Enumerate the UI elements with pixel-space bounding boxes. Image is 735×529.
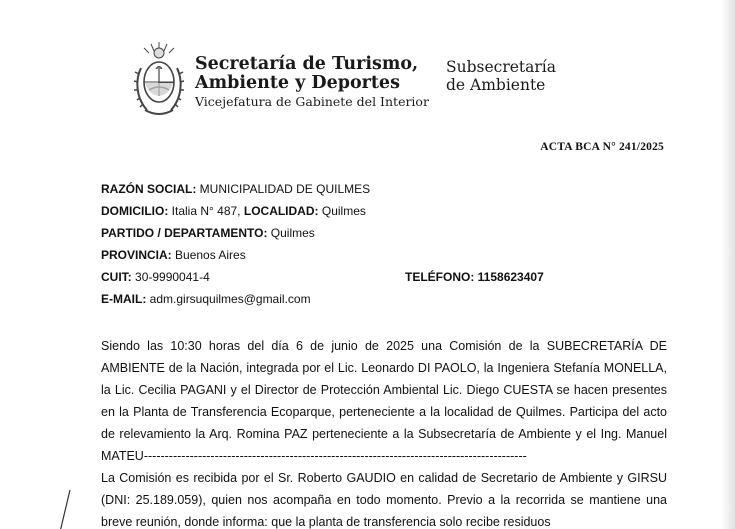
org-line-2: Ambiente y Deportes (195, 73, 400, 93)
field-value: Quilmes (270, 226, 315, 240)
field-value: MUNICIPALIDAD DE QUILMES (199, 182, 371, 196)
field-value: Italia N° 487, (171, 204, 241, 218)
org-line-3: Vicejefatura de Gabinete del Interior (195, 94, 429, 109)
org-line-1: Secretaría de Turismo, (195, 54, 419, 74)
field-label: DOMICILIO: (101, 204, 169, 218)
subsec-line-2: de Ambiente (446, 76, 546, 94)
field-value: 30-9990041-4 (135, 270, 210, 284)
body-paragraph-1 (101, 335, 667, 467)
field-label: TELÉFONO: (405, 270, 475, 284)
field-razon-social (101, 181, 370, 203)
field-telefono (405, 269, 544, 285)
page-edge-shadow (721, 0, 735, 529)
paragraph-1-text: Siendo las 10:30 horas del día 6 de junio de 2025 una Comisión de la SUBECRETARÍA DE AMBIENTE de la Nación, integrada por el Lic. Leonardo DI PAOLO, la Ingeniera Stefanía MONELLA, la Lic. Cecilia PAGANI y el Director de Protección Ambiental Lic. Diego CUESTA se hacen presentes en la Planta de Transferencia Ecoparque, perteneciente a la localidad de Quilmes. Participa del acto de relevamiento la Arq. Romina PAZ perteneciente a la Subsecretaría de Ambiente y el Ing. Manuel MATEU (101, 339, 667, 463)
body-paragraph-2: La Comisión es recibida por el Sr. Roberto GAUDIO en calidad de Secretario de Ambiente y GIRSU (DNI: 25.189.059), quien nos acompaña en todo momento. Previo a la recorrida se mantiene una breve reunión, donde informa: que la planta de transferencia solo recibe residuos (101, 471, 667, 529)
field-value: Quilmes (321, 204, 366, 218)
acta-body (101, 335, 667, 529)
company-fields (101, 181, 544, 313)
field-label: PROVINCIA: (101, 248, 172, 262)
field-label: LOCALIDAD: (243, 204, 319, 218)
subsec-line-1: Subsecretaría (446, 58, 556, 76)
field-label: RAZÓN SOCIAL: (101, 182, 197, 196)
field-partido (101, 225, 370, 247)
organization-name (195, 55, 429, 110)
field-provincia (101, 247, 370, 269)
field-value: 1158623407 (477, 270, 544, 284)
dash-filler: -------------------------------------------------------------------------------------------- (143, 449, 527, 463)
field-label: CUIT: (101, 270, 132, 284)
pen-mark (56, 488, 76, 529)
field-domicilio (101, 203, 370, 225)
field-label: PARTIDO / DEPARTAMENTO: (101, 226, 268, 240)
field-email (101, 291, 370, 313)
acta-number: ACTA BCA N° 241/2025 (540, 141, 664, 153)
field-cuit (101, 269, 544, 291)
field-value: Buenos Aires (175, 248, 246, 262)
subsecretaria-title (446, 58, 556, 94)
argentina-coat-of-arms-icon (131, 40, 187, 120)
field-value: adm.girsuquilmes@gmail.com (149, 292, 311, 306)
field-label: E-MAIL: (101, 292, 147, 306)
